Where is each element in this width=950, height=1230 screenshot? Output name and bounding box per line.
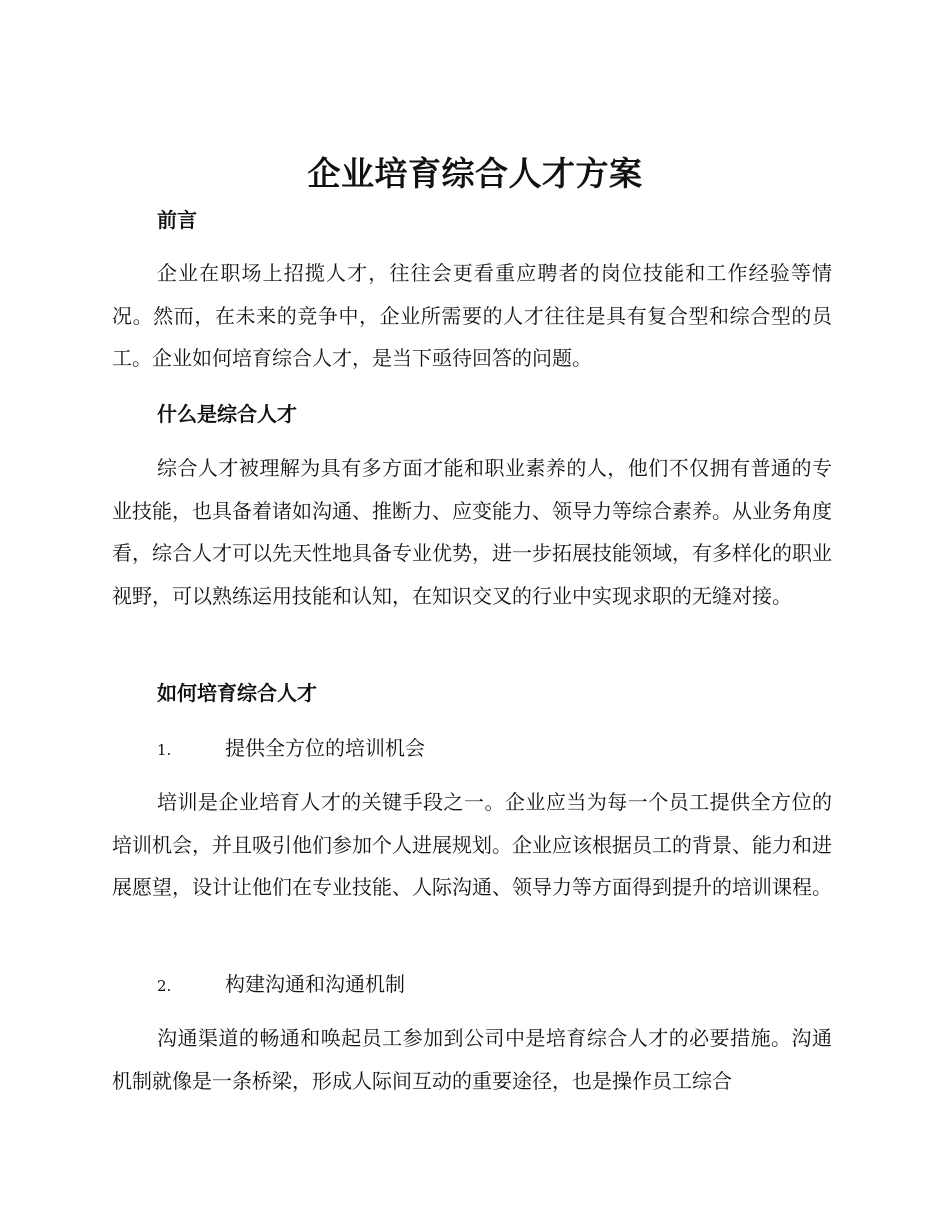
- section-heading-definition: 什么是综合人才: [157, 402, 297, 426]
- list-item-label: 构建沟通和沟通机制: [225, 972, 405, 996]
- section-heading-preface: 前言: [157, 208, 197, 232]
- list-item-1: [157, 733, 425, 765]
- list-item-label: 提供全方位的培训机会: [225, 736, 425, 760]
- section-paragraph-definition: 综合人才被理解为具有多方面才能和职业素养的人，他们不仅拥有普通的专业技能，也具备着诸如沟通、推断力、应变能力、领导力等综合素养。从业务角度看，综合人才可以先天性地具备专业优势，进一步拓展技能领域，有多样化的职业视野，可以熟练运用技能和认知，在知识交叉的行业中实现求职的无缝对接。: [112, 456, 832, 609]
- list-item-2-paragraph: 沟通渠道的畅通和唤起员工参加到公司中是培育综合人才的必要措施。沟通机制就像是一条桥梁，形成人际间互动的重要途径，也是操作员工综合: [112, 1026, 832, 1093]
- document-title: 企业培育综合人才方案: [307, 154, 643, 193]
- list-item-number: 1.: [157, 741, 172, 759]
- section-heading-how-to: 如何培育综合人才: [157, 681, 317, 705]
- list-item-1-paragraph: 培训是企业培育人才的关键手段之一。企业应当为每一个员工提供全方位的培训机会，并且吸引他们参加个人进展规划。企业应该根据员工的背景、能力和进展愿望，设计让他们在专业技能、人际沟通、领导力等方面得到提升的培训课程。: [112, 790, 832, 900]
- list-item-number: 2.: [157, 977, 172, 995]
- section-paragraph-preface: 企业在职场上招揽人才，往往会更看重应聘者的岗位技能和工作经验等情况。然而，在未来的竞争中，企业所需要的人才往往是具有复合型和综合型的员工。企业如何培育综合人才，是当下亟待回答的问题。: [112, 261, 832, 371]
- list-item-2: [157, 969, 405, 1001]
